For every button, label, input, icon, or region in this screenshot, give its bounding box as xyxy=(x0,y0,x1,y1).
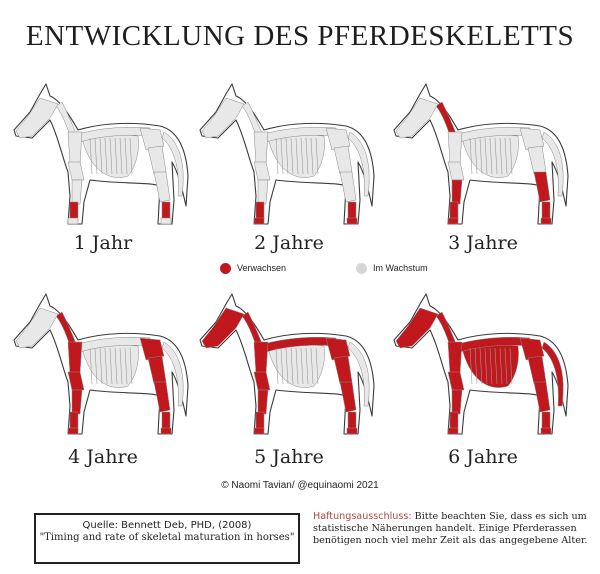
bone-pastern-1 xyxy=(254,218,264,224)
panel-3-years xyxy=(390,76,576,276)
legend-fused-label: Verwachsen xyxy=(237,263,287,273)
bone-pastern-2 xyxy=(347,218,357,224)
panel-2-years xyxy=(196,76,382,276)
bone-pastern-2 xyxy=(161,218,171,224)
growing-dot-icon xyxy=(356,263,367,274)
age-label: 3 Jahre xyxy=(448,232,518,254)
legend-growing xyxy=(356,263,428,274)
bone-shoulder xyxy=(254,132,268,164)
bone-pastern-2 xyxy=(541,218,551,224)
legend-growing-label: Im Wachstum xyxy=(373,263,428,273)
bone-forearm xyxy=(452,180,462,204)
bone-cannon-1 xyxy=(256,202,264,220)
bone-cannon-2 xyxy=(162,412,170,430)
bone-cannon-2 xyxy=(542,412,550,430)
bone-cannon-1 xyxy=(256,412,264,430)
bone-cannon-2 xyxy=(348,202,356,220)
bone-shoulder xyxy=(68,132,82,164)
page-title: ENTWICKLUNG DES PFERDESKELETTS xyxy=(25,20,575,52)
bone-cannon-2 xyxy=(348,412,356,430)
bone-shoulder xyxy=(448,342,462,374)
horse-skeleton-illustration xyxy=(196,76,382,236)
bone-shoulder xyxy=(68,342,82,374)
bone-forearm xyxy=(258,390,268,414)
bone-forearm xyxy=(452,390,462,414)
horse-skeleton-illustration xyxy=(196,286,382,446)
bone-shoulder xyxy=(448,132,462,164)
source-line-1: Quelle: Bennett Deb, PHD, (2008) xyxy=(82,520,252,531)
horse-skeleton-illustration xyxy=(390,76,576,236)
bone-cannon-2 xyxy=(162,202,170,220)
bone-cannon-1 xyxy=(450,412,458,430)
bone-shoulder xyxy=(254,342,268,374)
bone-pastern-1 xyxy=(68,428,78,434)
horse-skeleton-illustration xyxy=(10,286,196,446)
bone-cannon-1 xyxy=(70,412,78,430)
panel-1-year xyxy=(10,76,196,276)
age-label: 6 Jahre xyxy=(448,446,518,468)
disclaimer-label: Haftungsausschluss: xyxy=(313,511,412,522)
bone-pastern-1 xyxy=(254,428,264,434)
credit-line: © Naomi Tavian/ @equinaomi 2021 xyxy=(221,480,379,491)
source-line-2: "Timing and rate of skeletal maturation in horses" xyxy=(39,532,295,543)
bone-pastern-2 xyxy=(541,428,551,434)
bone-cannon-1 xyxy=(70,202,78,220)
panel-5-years xyxy=(196,286,382,486)
panel-4-years xyxy=(10,286,196,486)
horse-skeleton-illustration xyxy=(390,286,576,446)
source-box xyxy=(34,513,300,564)
bone-pastern-2 xyxy=(347,428,357,434)
bone-pastern-1 xyxy=(68,218,78,224)
fused-dot-icon xyxy=(220,263,231,274)
age-label: 5 Jahre xyxy=(254,446,324,468)
bone-pastern-2 xyxy=(161,428,171,434)
age-label: 2 Jahre xyxy=(254,232,324,254)
bone-forearm xyxy=(72,180,82,204)
bone-cannon-1 xyxy=(450,202,458,220)
bone-pastern-1 xyxy=(448,428,458,434)
horse-skeleton-illustration xyxy=(10,76,196,236)
age-label: 4 Jahre xyxy=(68,446,138,468)
legend-fused xyxy=(220,263,286,274)
bone-forearm xyxy=(258,180,268,204)
bone-forearm xyxy=(72,390,82,414)
bone-cannon-2 xyxy=(542,202,550,220)
disclaimer-text: Bitte beachten Sie, dass es sich um statistische Näherungen handelt. Einige Pferderassen benötigen noch viel mehr Zeit als das angegebene Alter. xyxy=(313,511,588,546)
bone-pastern-1 xyxy=(448,218,458,224)
panel-6-years xyxy=(390,286,576,486)
disclaimer xyxy=(313,511,588,547)
age-label: 1 Jahr xyxy=(73,232,133,254)
